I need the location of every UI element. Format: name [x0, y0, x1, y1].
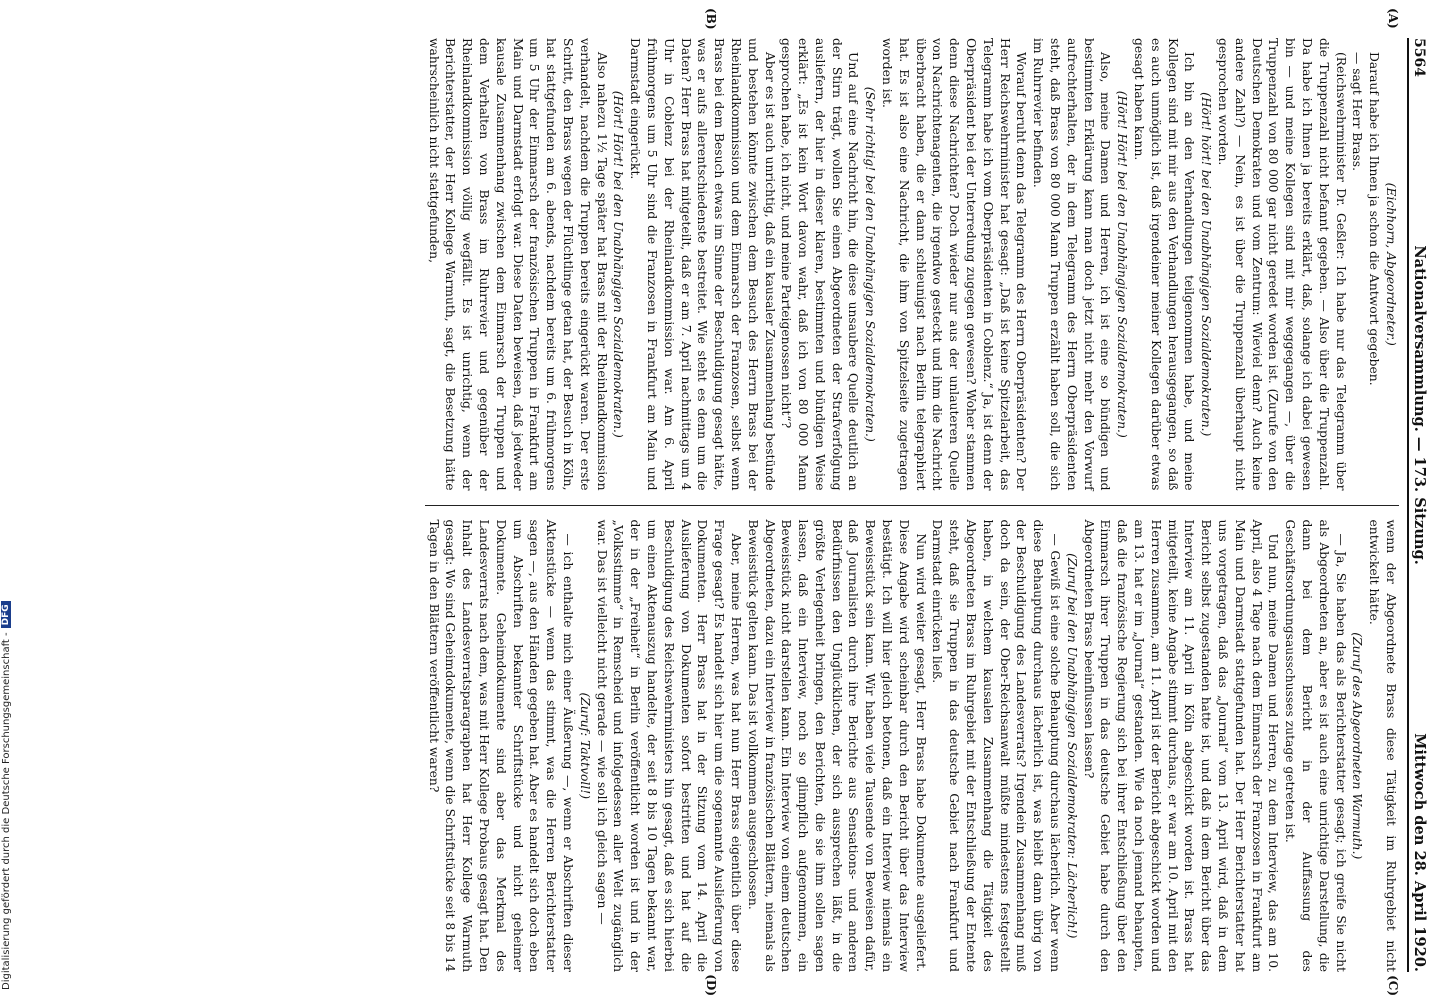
- dfg-logo: DFG: [1, 601, 11, 628]
- paragraph: — ich enthalte mich einer Äußerung —, wenn er Abschriften dieser Aktenstücke — wenn das stimmt, was die Herren Berichterstatter sagen —, aus den Händen gegeben hat. Aber es handelt sich doch eben um Abschriften bekannter Schriftstücke und nicht geheimer Dokumente. Geheimdokumente sind aber das Merkmal des Landesverrats nach dem, was mit Herr Kollege Probaus gesagt hat. Den Inhalt des Landesverratsparagraphen hat Herr Kollege Warmuth gesagt: Wo sind Geheimdokumente, wenn die Schriftstücke seit 8 bis 14 Tagen in den Blättern veröffentlicht waren?: [426, 519, 575, 972]
- text-columns: [425, 38, 1399, 972]
- interjection: (Zuruf bei den Unabhängigen Sozialdemokraten: Lächerlich!): [1064, 553, 1079, 939]
- paragraph: (Reichswehrminister Dr. Geßler: Ich habe nur das Telegramm über die Truppenzahl nicht befannt gegeben. — Also über die Truppenzahl. Da habe ich Ihnen ja bereits erklärt, daß, solange ich dabei gewesen bin — und meine Kollegen sind mit mir weggegangen —, über die Truppenzahl von 80 000 gar nicht geredet worden ist. (Zurufe von den Deutschen Demokraten und vom Zentrum: Wieviel denn? Auch keine andere Zahl?) — Nein, es ist über die Truppenzahl überhaupt nicht gesprochen worden.: [1216, 38, 1348, 491]
- paragraph: — sagt Herr Brass.: [1350, 52, 1365, 172]
- interjection: (Hört! hört! bei den Unabhängigen Sozialdemokraten.): [1199, 92, 1214, 437]
- paragraph: Worauf beruht denn das Telegramm des Herrn Oberpräsidenten? Der Herr Reichswehrminister hat gesagt: „Daß ist keine Spitzelarbeit, das Telegramm habe ich vom Oberpräsidenten in Coblenz.“ Ja, ist denn der Oberpräsident bei der Unterredung zugegen gewesen? Woher stammen denn diese Nachrichten? Doch wieder nur aus der unlauteren Quelle von Nachrichtenagenten, die irgendwo gesteckt und ihm die Nachricht überbracht haben, die er dann schleunigst nach Berlin telegraphiert hat. Es ist also eine Nachricht, die ihm von Spitzelseite zugetragen worden ist.: [880, 38, 1029, 491]
- paragraph: Und nun, meine Damen und Herren, zu dem Interview, das am 10. April, also 4 Tage nach dem Einmarsch der Franzosen in Frankfurt am Main und Darmstadt stattgefunden hat. Der Herr Berichterstatter hat uns vorgetragen, daß das „Journal“ vom 13. April wird, daß in dem Bericht selbst zugestanden hatte ist, und daß in dem Bericht über das Interview am 11. April in Köln abgeschickt worden ist. Brass hat mitgeteilt, keine Angabe stimmt durchaus, er war am 10. April mit den Herren zusammen, am 11. April ist der Bericht abgeschickt worden und am 13. hat er im „Journal“ gestanden. Wie da noch jemand behaupten, daß die französische Regierung sich bei ihrer Entschließung über den Einmarsch ihrer Truppen in das deutsche Gebiet habe durch den Abgeordneten Brass beeinflussen lassen?: [1081, 519, 1281, 972]
- interjection: (Hört! Hört! bei den Unabhängigen Sozialdemokraten.): [611, 90, 626, 438]
- margin-letter-b: (B): [704, 8, 718, 30]
- paragraph: Und auf eine Nachricht hin, die diese unsaubere Quelle deutlich an der Stirn trägt, wollen Sie einen Abgeordneten der Strafverfolgung ausliefern, der hier in dieser klaren, bestimmten und bündigen Weise erklärt: „Es ist kein Wort davon wahr, daß ich von 80 000 Mann gesprochen habe, ich nicht, und meine Parteigenossen nicht“?: [779, 38, 861, 491]
- paragraph: Darauf habe ich Ihnen ja schon die Antwort gegeben.: [1367, 52, 1382, 386]
- paragraph: — Ja, Sie haben das als Berichterstatter gesagt; ich greife Sie nicht als Abgeordneten an, aber es ist auch eine unrichtige Darstellung, die dann bei dem Bericht in der Auffassung des Geschäftsordnungsausschusses zutage getreten ist.: [1283, 519, 1348, 972]
- paragraph: — Gewiß ist eine solche Behauptung durchaus lächerlich. Aber wenn diese Behauptung durchaus lächerlich ist, was bleibt dann übrig von der Beschuldigung des Landesverrats? Irgendein Zusammenhang muß doch da sein, der Ober-Reichsanwalt müßte mindestens festgestellt haben, in welchem kausalen Zusammenhang die Tätigkeit des Abgeordneten Brass im Ruhrgebiet mit der Entschließung der Entente steht, daß sie Truppen in das deutsche Gebiet nach Frankfurt und Darmstadt einrücken ließ.: [930, 519, 1063, 972]
- interjection: (Eichhorn, Abgeordneter.): [1384, 182, 1398, 346]
- interjection: (Hört! Hört! bei den Unabhängigen Sozialdemokraten.): [1115, 90, 1130, 438]
- interjection: (Sehr richtig! bei den Unabhängigen Sozialdemokraten.): [863, 86, 878, 442]
- right-column: [425, 506, 1399, 973]
- margin-letter-c: (C): [1386, 975, 1400, 996]
- paragraph: Also nahezu 1½ Tage später hat Brass mit der Rheinlandkommission verhandelt, nachdem die Truppen bereits eingerückt waren. Der erste Schritt, den Brass wegen der Flüchtlinge getan hat, der Besuch in Köln, hat stattgefunden am 6. abends, nachdem bereits um 6. frühmorgens um 5 Uhr der Einmarsch der französischen Truppen in Frankfurt am Main und Darmstadt erfolgt war. Diese Daten beweisen, daß jedweder kausale Zusammenhang zwischen dem Einmarsch der Truppen und dem Verhalten von Brass im Ruhrrevier und gegenüber der Rheinlandkommission völlig wegfällt. Es ist unrichtig, wenn der Berichterstatter, der Herr Kollege Warmuth, sagt, die Besetzung hätte wahrscheinlich nicht stattgefunden,: [426, 38, 609, 491]
- paragraph: Aber es ist auch unrichtig, daß ein kausaler Zusammenhang bestünde und bestehen könnte zwischen dem Besuch des Herrn Brass bei der Rheinlandkommission und dem Einmarsch der Franzosen, selbst wenn Brass bei dem Besuch etwas im Sinne der Beschuldigung gesagt hätte, was er aufs allerentschiedenste bestreitet. Wie steht es denn um die Daten? Herr Brass hat mitgeteilt, daß er am 7. April nachmittags um 4 Uhr in Coblenz bei der Rheinlandkommission war. Am 6. April frühmorgens um 5 Uhr sind die Franzosen in Frankfurt am Main und Darmstadt eingerückt.: [628, 38, 777, 491]
- paragraph: Ich bin an den Verhandlungen teilgenommen habe, und meine Kollegen sind mit mir aus den Verhandlungen herausgegangen, so daß es auch unmöglich ist, daß irgendeiner meiner Kollegen darüber etwas gesagt haben kann.: [1132, 38, 1197, 491]
- paragraph: Also, meine Damen und Herren, ich ist eine so bündigen und bestimmten Erklärung kann man doch jetzt nicht mehr den Vorwurf aufrechterhalten, der in dem Telegramm des Herrn Oberpräsidenten steht, daß Brass von 80 000 Mann Truppen erzählt haben soll, die sich im Ruhrrevier befinden.: [1031, 38, 1113, 491]
- paragraph: Aber, meine Herren, was hat nun Herr Brass eigentlich über diese Frage gesagt? Es handelt sich hier um die sogenannte Auslieferung von Dokumenten. Herr Brass hat in der Sitzung vom 14. April die Auslieferung von Dokumenten sofort bestritten und hat auf die Beschuldigung des Reichswehrministers hin gesagt, daß es sich hierbei um einen Aktenauszug handelte, der seit 8 bis 10 Tagen bekannt war, der in der „Freiheit“ in Berlin veröffentlicht worden ist und in der „Volksstimme“ in Remscheid und infolgedessen aller Welt zugänglich war. Das ist vielleicht nicht gerade — wie soll ich gleich sagen —: [594, 519, 743, 972]
- digitization-footer: [0, 601, 12, 990]
- page-number: 5564: [1411, 38, 1427, 77]
- header-date: Mittwoch den 28. April 1920.: [1411, 733, 1428, 972]
- paragraph: wenn der Abgeordnete Brass diese Tätigkeit im Ruhrgebiet nicht entwickelt hätte.: [1367, 519, 1398, 972]
- header-title: Nationalversammlung. — 173. Sitzung.: [1411, 245, 1428, 565]
- footer-text: Digitalisierung gefördert durch die Deutsche Forschungsgemeinschaft -: [0, 632, 12, 990]
- interjection: (Zuruf des Abgeordneten Warmuth.): [1350, 632, 1365, 860]
- page-header: [1407, 38, 1428, 972]
- margin-letter-a: (A): [1386, 8, 1400, 29]
- left-column: [425, 38, 1399, 506]
- margin-letter-d: (D): [704, 974, 718, 996]
- interjection: (Zuruf: Taktvoll!): [577, 692, 592, 800]
- paragraph: Nun wird weiter gesagt, Herr Brass habe Dokumente ausgeliefert. Diese Angabe wird scheinbar durch den Bericht über das Interview bestätigt. Ich will hier gleich betonen, daß ein Interview niemals ein Beweisstück sein kann. Wir haben viele Tausende von Beweisen dafür, daß Journalisten durch ihre Berichte aus Sensations- und anderen Bedürfnissen den Unglücklichen, der sich aussprechen läßt, in die größte Verlegenheit bringen, den Berichten, die sie ihm sollen sagen lassen, daß ein Interview, noch so glimpflich aufgenommen, ein Beweisstück nicht darstellen kann. Ein Interview von einem deutschen Abgeordneten, dazu ein Interview in französischen Blättern, niemals als Beweisstück gelten kann. Das ist vollkommen ausgeschlossen.: [745, 519, 928, 972]
